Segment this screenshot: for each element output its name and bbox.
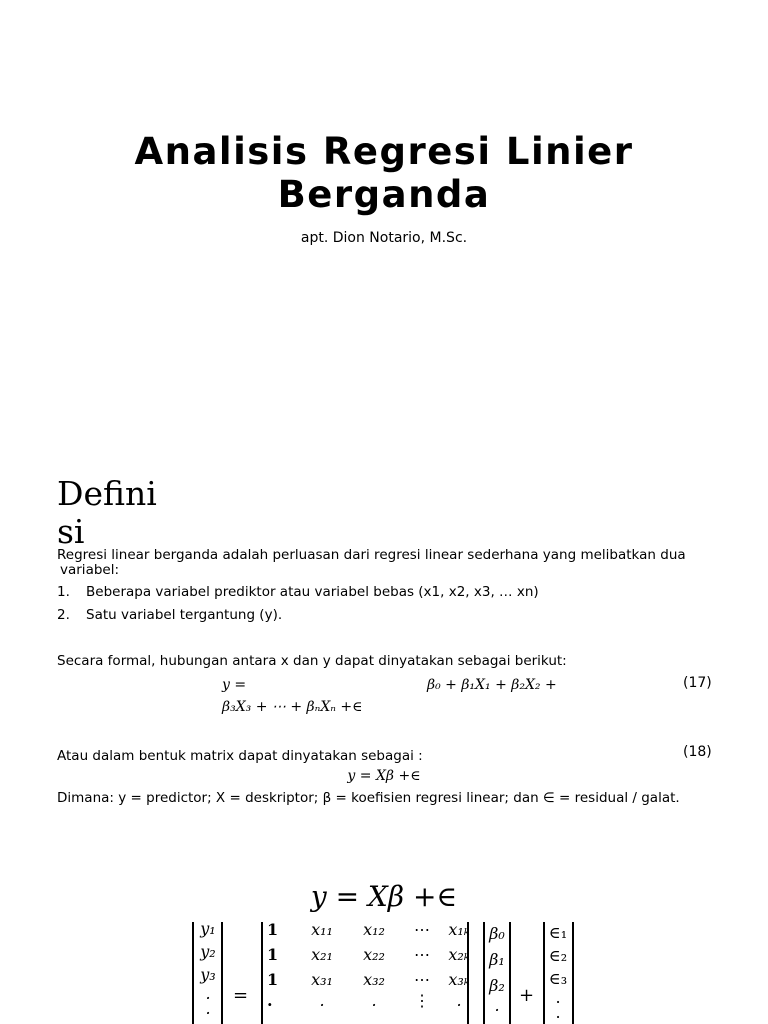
- eps-element: ∈₃: [548, 969, 568, 988]
- eps-element: ∈₁: [548, 923, 568, 942]
- where-statement: Dimana: y = predictor; X = deskriptor; β = koefisien regresi linear; dan ∈ = residual / galat.: [57, 790, 680, 806]
- y-element: .: [205, 984, 211, 1003]
- title-line-2: Berganda: [277, 173, 491, 216]
- table-row: [266, 942, 474, 967]
- beta-element: β₁: [489, 950, 505, 969]
- intro-line-1: Regresi linear berganda adalah perluasan dari regresi linear sederhana yang melibatkan dua: [57, 547, 686, 563]
- eps-element: .: [555, 988, 561, 1007]
- matrix-equation: y = Xβ +∈: [310, 880, 458, 913]
- eps-element: .: [555, 1003, 561, 1022]
- author: apt. Dion Notario, M.Sc.: [300, 230, 468, 246]
- eq18: y = Xβ +∈: [347, 768, 421, 784]
- list-item: [57, 584, 539, 600]
- eq17-number: (17): [683, 675, 712, 691]
- beta-element: .: [494, 996, 500, 1015]
- eps-vector-right-bar: [572, 922, 574, 1024]
- y-element: .: [205, 999, 211, 1018]
- table-row: [266, 967, 474, 992]
- beta-vector-right-bar: [509, 922, 511, 1024]
- y-vector-left-bar: [192, 922, 194, 1024]
- table-row: [266, 917, 474, 942]
- x-cell: ⋯: [414, 970, 430, 989]
- x-cell: x₃ₖ: [448, 970, 470, 989]
- y-vector: [197, 917, 219, 1016]
- x-cell: x₂₂: [363, 945, 385, 964]
- equals-sign: =: [233, 985, 249, 1006]
- beta-vector-left-bar: [483, 922, 485, 1024]
- eps-vector: [546, 921, 570, 1020]
- x-cell: 1: [267, 970, 279, 989]
- x-cell: x₂₁: [311, 945, 333, 964]
- beta-element: β₂: [489, 976, 505, 995]
- list-item-number: 1.: [57, 584, 70, 600]
- x-cell: 1: [267, 920, 279, 939]
- beta-vector: [486, 921, 508, 1013]
- eps-element: ∈₂: [548, 946, 568, 965]
- plus-sign: +: [519, 985, 535, 1006]
- table-row: [266, 992, 474, 1010]
- x-cell: x₁₂: [363, 920, 385, 939]
- formal-statement: Secara formal, hubungan antara x dan y dapat dinyatakan sebagai berikut:: [57, 653, 567, 669]
- x-cell: x₁₁: [311, 920, 333, 939]
- x-cell: 1: [267, 945, 279, 964]
- list-item-text: Beberapa variabel prediktor atau variabel bebas (x1, x2, x3, … xn): [86, 584, 539, 600]
- x-cell: x₃₁: [311, 970, 333, 989]
- eq17-rhs-part1: β₀ + β₁X₁ + β₂X₂ +: [427, 677, 557, 693]
- intro-line-2: variabel:: [60, 562, 120, 578]
- y-element: y₃: [200, 965, 216, 984]
- eq18-number: (18): [683, 744, 712, 760]
- list-item-text: Satu variabel tergantung (y).: [86, 607, 283, 623]
- x-cell: .: [319, 991, 325, 1010]
- y-element: y₁: [200, 919, 216, 938]
- list-item: [57, 607, 282, 623]
- x-matrix: [266, 917, 474, 1010]
- page-title: [0, 130, 768, 216]
- section-heading: Definisi: [57, 474, 157, 551]
- title-line-1: Analisis Regresi Linier: [134, 130, 634, 173]
- y-element: y₂: [200, 942, 216, 961]
- x-cell: ⋯: [414, 945, 430, 964]
- matrix-intro: Atau dalam bentuk matrix dapat dinyatakan sebagai :: [57, 748, 423, 764]
- x-cell: ⋮: [414, 991, 430, 1010]
- beta-element: β₀: [489, 924, 505, 943]
- x-matrix-table: [266, 917, 474, 1010]
- y-vector-right-bar: [221, 922, 223, 1024]
- x-matrix-left-bar: [261, 922, 263, 1024]
- list-item-number: 2.: [57, 607, 70, 623]
- eq17-lhs: y =: [222, 677, 247, 693]
- eps-vector-left-bar: [543, 922, 545, 1024]
- x-cell: x₃₂: [363, 970, 385, 989]
- x-cell: ⋯: [414, 920, 430, 939]
- x-cell: x₂ₖ: [448, 945, 470, 964]
- x-cell: .: [456, 991, 462, 1010]
- x-cell: .: [267, 991, 273, 1010]
- eq17-rhs-part2: β₃X₃ + ⋯ + βₙXₙ +∈: [222, 699, 363, 715]
- x-cell: x₁ₖ: [448, 920, 470, 939]
- x-cell: .: [371, 991, 377, 1010]
